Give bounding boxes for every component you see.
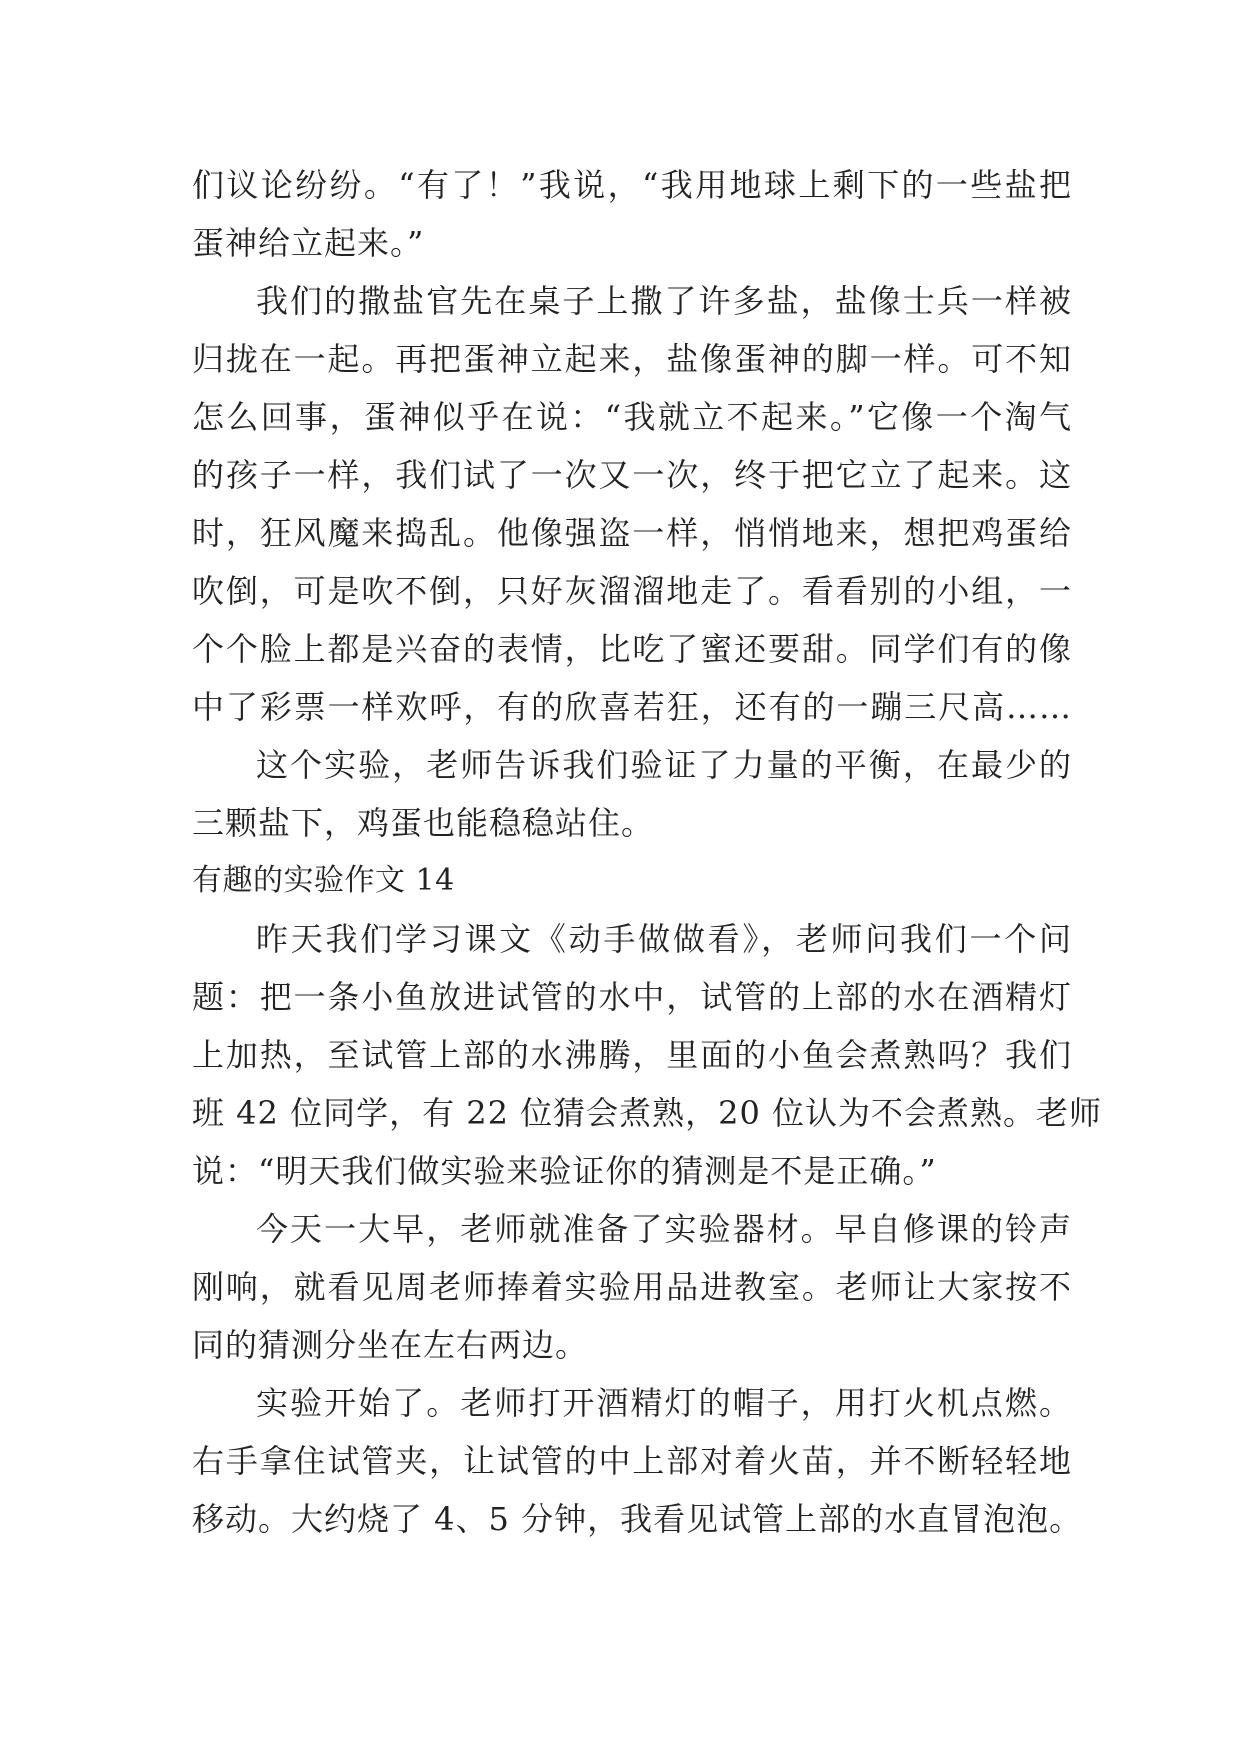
- text-line: 蛋神给立起来。”: [192, 224, 425, 262]
- text-line: 班 42 位同学，有 22 位猜会煮熟，20 位认为不会煮熟。老师: [192, 1094, 1103, 1132]
- paragraph-first-line: 今天一大早，老师就准备了实验器材。早自修课的铃声: [256, 1210, 1072, 1248]
- paragraph-first-line: 昨天我们学习课文《动手做做看》，老师问我们一个问: [256, 920, 1072, 958]
- section-heading: 有趣的实验作文 14: [192, 863, 455, 898]
- text-line: 上加热，至试管上部的水沸腾，里面的小鱼会煮熟吗？我们: [192, 1036, 1072, 1074]
- text-line: 移动。大约烧了 4、5 分钟，我看见试管上部的水直冒泡泡。: [192, 1500, 1083, 1538]
- text-line: 个个脸上都是兴奋的表情，比吃了蜜还要甜。同学们有的像: [192, 630, 1072, 668]
- text-line: 归拢在一起。再把蛋神立起来，盐像蛋神的脚一样。可不知: [192, 340, 1072, 378]
- text-line: 右手拿住试管夹，让试管的中上部对着火苗，并不断轻轻地: [192, 1442, 1072, 1480]
- text-line: 题：把一条小鱼放进试管的水中，试管的上部的水在酒精灯: [192, 978, 1072, 1016]
- text-line: 吹倒，可是吹不倒，只好灰溜溜地走了。看看别的小组，一: [192, 572, 1072, 610]
- document-page: [192, 156, 1103, 1548]
- paragraph-first-line: 实验开始了。老师打开酒精灯的帽子，用打火机点燃。: [256, 1384, 1072, 1422]
- text-line: 三颗盐下，鸡蛋也能稳稳站住。: [192, 804, 655, 842]
- text-line: 说：“明天我们做实验来验证你的猜测是不是正确。”: [192, 1152, 937, 1190]
- text-line: 中了彩票一样欢呼，有的欣喜若狂，还有的一蹦三尺高……: [192, 688, 1072, 726]
- paragraph-first-line: 这个实验，老师告诉我们验证了力量的平衡，在最少的: [256, 746, 1072, 784]
- text-line: 同的猜测分坐在左右两边。: [192, 1326, 589, 1364]
- paragraph-first-line: 我们的撒盐官先在桌子上撒了许多盐，盐像士兵一样被: [256, 282, 1072, 320]
- text-line: 怎么回事，蛋神似乎在说：“我就立不起来。”它像一个淘气: [192, 398, 1072, 436]
- text-line: 时，狂风魔来捣乱。他像强盗一样，悄悄地来，想把鸡蛋给: [192, 514, 1072, 552]
- text-line: 的孩子一样，我们试了一次又一次，终于把它立了起来。这: [192, 456, 1072, 494]
- text-line: 刚响，就看见周老师捧着实验用品进教室。老师让大家按不: [192, 1268, 1072, 1306]
- text-line: 们议论纷纷。“有了！”我说，“我用地球上剩下的一些盐把: [192, 166, 1072, 204]
